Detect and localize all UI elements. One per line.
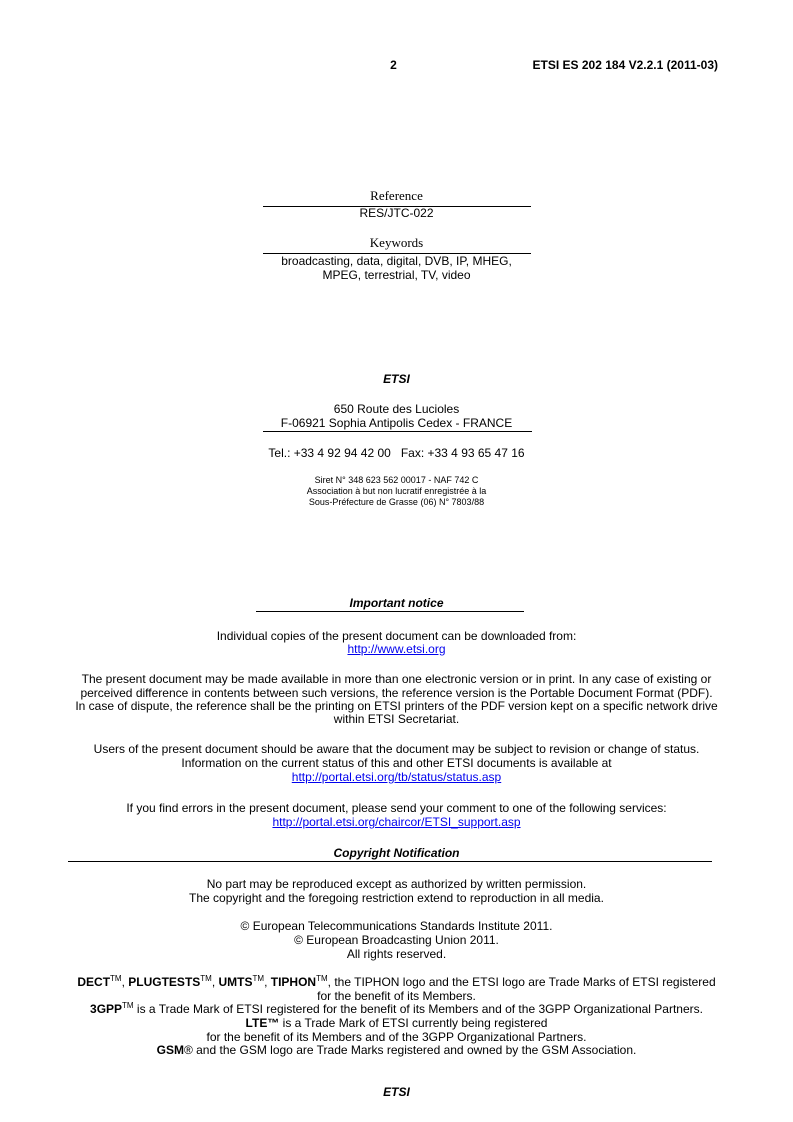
keywords-label: Keywords: [369, 235, 424, 250]
divider: [263, 431, 532, 432]
document-id: ETSI ES 202 184 V2.2.1 (2011-03): [532, 58, 718, 72]
copyright-text: © European Broadcasting Union 2011.: [294, 933, 499, 947]
etsi-website-link[interactable]: http://www.etsi.org: [347, 642, 446, 656]
status-link[interactable]: http://portal.etsi.org/tb/status/status.asp: [291, 770, 502, 784]
notice-text: perceived difference in contents between such versions, the reference version is the Portable Document Format (PDF).: [80, 686, 713, 700]
reference-value: RES/JTC-022: [359, 206, 434, 220]
trademark-line: 3GPP™ is a Trade Mark of ETSI registered for the benefit of its Members and of the 3GPP Organizational Partners.: [90, 1001, 703, 1016]
reference-label: Reference: [370, 188, 423, 203]
divider: [68, 861, 712, 862]
important-notice-title: Important notice: [349, 596, 444, 610]
notice-text: within ETSI Secretariat.: [333, 712, 460, 726]
trademark-line: GSM® and the GSM logo are Trade Marks registered and owned by the GSM Association.: [156, 1043, 637, 1057]
copyright-text: All rights reserved.: [346, 947, 447, 961]
siret-line: Association à but non lucratif enregistrée à la: [306, 486, 487, 496]
notice-text: Users of the present document should be aware that the document may be subject to revision or change of status.: [93, 742, 700, 756]
address-line: 650 Route des Lucioles: [333, 402, 460, 416]
notice-text: Information on the current status of this and other ETSI documents is available at: [181, 756, 612, 770]
footer-etsi: ETSI: [383, 1085, 410, 1099]
notice-text: The present document may be made available in more than one electronic version or in print. In any case of existing or: [81, 672, 712, 686]
notice-text: Individual copies of the present document can be downloaded from:: [216, 629, 577, 643]
support-link[interactable]: http://portal.etsi.org/chaircor/ETSI_support.asp: [272, 815, 521, 829]
copyright-title: Copyright Notification: [333, 846, 460, 860]
siret-line: Siret N° 348 623 562 00017 - NAF 742 C: [314, 475, 479, 485]
copyright-text: © European Telecommunications Standards Institute 2011.: [240, 919, 553, 933]
page-number: 2: [390, 58, 397, 72]
etsi-org-name: ETSI: [383, 372, 410, 386]
siret-line: Sous-Préfecture de Grasse (06) N° 7803/88: [308, 497, 485, 507]
trademark-line: DECT™, PLUGTESTS™, UMTS™, TIPHON™, the TIPHON logo and the ETSI logo are Trade Marks of ETSI registered: [77, 974, 716, 989]
keywords-line: MPEG, terrestrial, TV, video: [322, 268, 471, 282]
address-line: F-06921 Sophia Antipolis Cedex - FRANCE: [280, 416, 513, 430]
divider: [256, 611, 524, 612]
copyright-text: No part may be reproduced except as authorized by written permission.: [206, 877, 587, 891]
tel-fax: Tel.: +33 4 92 94 42 00 Fax: +33 4 93 65 47 16: [268, 446, 525, 460]
trademark-line: for the benefit of its Members and of the 3GPP Organizational Partners.: [206, 1030, 587, 1044]
copyright-text: The copyright and the foregoing restriction extend to reproduction in all media.: [189, 891, 604, 905]
trademark-line: LTE™ is a Trade Mark of ETSI currently being registered: [245, 1016, 548, 1030]
notice-text: In case of dispute, the reference shall be the printing on ETSI printers of the PDF version kept on a specific network drive: [75, 699, 718, 713]
keywords-line: broadcasting, data, digital, DVB, IP, MHEG,: [281, 254, 512, 268]
notice-text: If you find errors in the present document, please send your comment to one of the following services:: [126, 801, 667, 815]
trademark-line: for the benefit of its Members.: [317, 989, 476, 1003]
